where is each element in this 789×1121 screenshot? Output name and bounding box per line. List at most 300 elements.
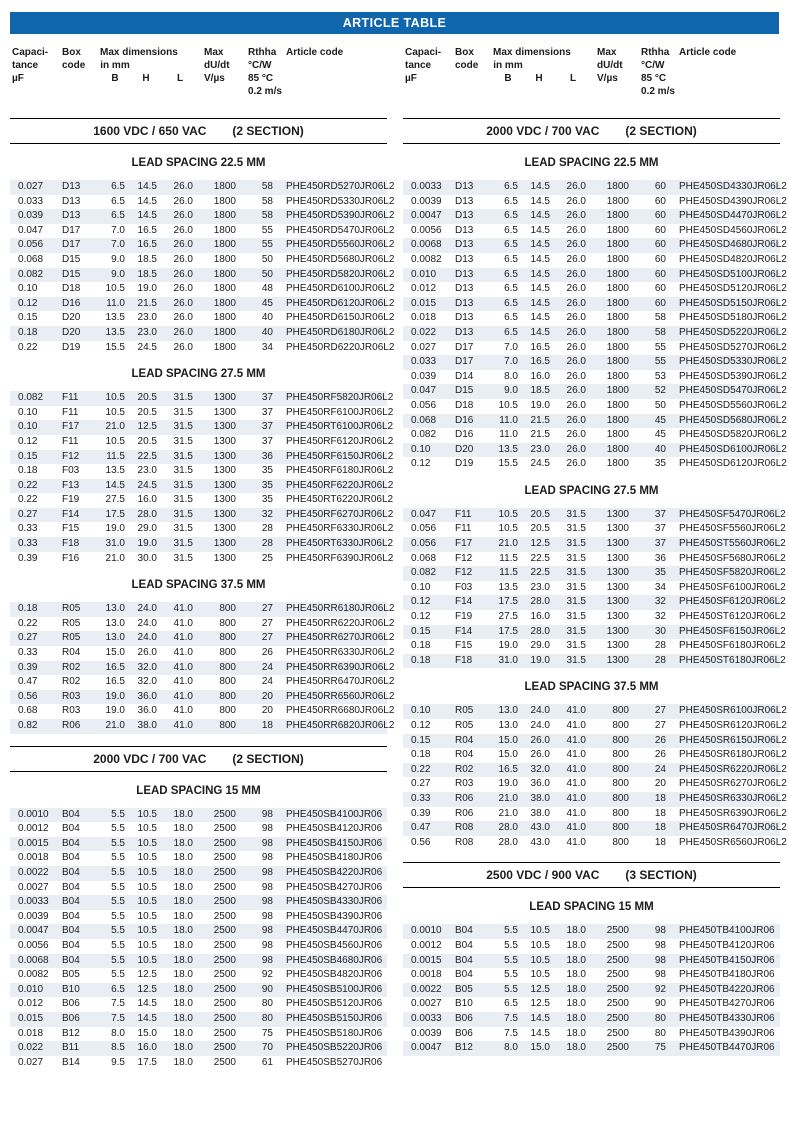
header-cell-rthha: 85 °C [248, 73, 274, 84]
header-line [10, 59, 387, 72]
header-cell-dim-b: in mm [493, 60, 523, 71]
table-row [10, 910, 387, 925]
article-code: PHE450SB5150JR06 [286, 1012, 383, 1024]
dim-l: 26.0 [566, 210, 586, 222]
dim-h: 10.5 [530, 925, 550, 937]
article-code: PHE450SB5270JR06 [286, 1056, 383, 1068]
capacitance: 0.0015 [411, 954, 442, 966]
rthha: 25 [261, 552, 273, 564]
dim-l: 18.0 [173, 881, 193, 893]
dim-b: 6.5 [504, 297, 518, 309]
header-cell-article-code [669, 72, 780, 85]
rthha: 80 [654, 1027, 666, 1039]
dim-h: 23.0 [137, 465, 157, 477]
capacitance: 0.12 [18, 297, 38, 309]
rthha: 80 [654, 1012, 666, 1024]
rthha: 53 [654, 370, 666, 382]
dim-h: 10.5 [137, 808, 157, 820]
table-row [10, 326, 395, 341]
article-code: PHE450SD5330JR06L2 [679, 356, 787, 368]
rthha: 60 [654, 181, 666, 192]
header-cell-article-code [276, 85, 387, 98]
dim-h: 16.5 [137, 239, 157, 251]
dim-h: 14.5 [530, 239, 550, 251]
max-dudt: 800 [219, 690, 236, 702]
dim-b: 5.5 [111, 910, 125, 922]
capacitance: 0.056 [411, 538, 437, 550]
capacitance: 0.018 [411, 312, 437, 324]
article-code: PHE450SD5270JR06L2 [679, 341, 787, 353]
header-cell-max-dudt [198, 85, 246, 98]
rthha: 35 [261, 479, 273, 491]
dim-l: 31.5 [173, 508, 193, 520]
header-cell-box-code [60, 72, 100, 85]
header-cell-dim-h [523, 46, 555, 59]
rthha: 37 [261, 421, 273, 433]
dim-b: 15.5 [498, 458, 518, 470]
capacitance: 0.0027 [18, 881, 49, 893]
header-cell-dim-b [493, 85, 523, 98]
header-cell-article-code: Article code [286, 47, 344, 58]
rthha: 26 [654, 749, 666, 761]
article-code: PHE450TB4330JR06 [679, 1012, 775, 1024]
voltage-label: 2000 VDC / 700 VAC [486, 124, 600, 138]
capacitance: 0.0068 [411, 239, 442, 251]
rthha: 27 [261, 603, 273, 615]
capacitance: 0.33 [411, 792, 431, 804]
table-body [10, 808, 387, 1071]
box-code: D17 [62, 239, 81, 251]
article-code: PHE450RD6220JR06L2 [286, 341, 395, 353]
box-code: D13 [455, 297, 474, 309]
article-code: PHE450SD4820JR06L2 [679, 253, 787, 265]
capacitance: 0.022 [18, 1042, 44, 1054]
dim-l: 26.0 [173, 253, 193, 265]
dim-b: 21.0 [105, 552, 125, 564]
article-code: PHE450SB4270JR06 [286, 881, 383, 893]
rthha: 18 [654, 836, 666, 848]
max-dudt: 1800 [213, 195, 236, 207]
max-dudt: 800 [612, 836, 629, 848]
rthha: 18 [654, 807, 666, 819]
box-code: D15 [62, 253, 81, 265]
capacitance: 0.056 [18, 239, 44, 251]
article-code: PHE450SD4390JR06L2 [679, 195, 787, 207]
article-code: PHE450SF6180JR06L2 [679, 640, 786, 652]
table-row [403, 939, 780, 954]
rthha: 58 [654, 326, 666, 338]
dim-l: 18.0 [173, 998, 193, 1010]
page-title: ARTICLE TABLE [10, 12, 779, 34]
table-row [403, 297, 787, 312]
article-code: PHE450TB4220JR06 [679, 983, 775, 995]
dim-l: 26.0 [566, 414, 586, 426]
rthha: 35 [654, 458, 666, 470]
dim-h: 30.0 [137, 552, 157, 564]
box-code: F11 [62, 406, 79, 418]
max-dudt: 800 [612, 734, 629, 746]
capacitance: 0.0033 [411, 1012, 442, 1024]
box-code: F03 [455, 581, 473, 593]
dim-h: 26.0 [137, 647, 157, 659]
dim-l: 18.0 [173, 1042, 193, 1054]
dim-h: 10.5 [137, 896, 157, 908]
header-line [10, 72, 387, 85]
dim-h: 10.5 [137, 939, 157, 951]
dim-h: 14.5 [137, 195, 157, 207]
dim-l: 18.0 [566, 1012, 586, 1024]
rthha: 58 [261, 210, 273, 222]
table-row [10, 450, 394, 465]
capacitance: 0.56 [18, 690, 38, 702]
capacitance: 0.12 [411, 458, 431, 470]
header-cell-rthha: 0.2 m/s [641, 86, 675, 97]
dim-b: 16.5 [105, 661, 125, 673]
max-dudt: 2500 [606, 969, 629, 981]
capacitance: 0.22 [411, 763, 431, 775]
max-dudt: 800 [219, 632, 236, 644]
capacitance: 0.10 [18, 421, 38, 433]
article-code: PHE450RD5820JR06L2 [286, 268, 395, 280]
box-code: D17 [62, 224, 81, 236]
dim-b: 21.0 [498, 792, 518, 804]
article-code: PHE450RD6180JR06L2 [286, 326, 395, 338]
rthha: 20 [261, 705, 273, 717]
dim-l: 31.5 [566, 552, 586, 564]
table-row [403, 807, 787, 822]
box-code: R05 [455, 720, 474, 731]
max-dudt: 800 [612, 705, 629, 717]
box-code: F16 [62, 552, 80, 564]
dim-b: 13.5 [105, 326, 125, 338]
max-dudt: 1800 [606, 195, 629, 207]
voltage-section-header [10, 118, 387, 144]
rthha: 40 [654, 443, 666, 455]
header-cell-max-dudt: V/µs [204, 73, 225, 84]
dim-b: 11.0 [106, 297, 125, 309]
dim-b: 21.0 [105, 720, 125, 731]
table-row [10, 406, 394, 421]
header-cell-article-code: Article code [679, 47, 737, 58]
header-cell-box-code: Box [62, 47, 81, 58]
capacitance: 0.0027 [411, 998, 442, 1010]
article-code: PHE450SF5470JR06L2 [679, 508, 786, 520]
header-cell-dim-l [162, 46, 198, 59]
lead-spacing-heading: LEAD SPACING 37.5 MM [131, 579, 266, 592]
dim-l: 41.0 [566, 778, 586, 790]
capacitance: 0.47 [411, 822, 431, 834]
capacitance: 0.27 [18, 508, 38, 520]
dim-h: 29.0 [137, 523, 157, 535]
box-code: B06 [455, 1027, 473, 1039]
dim-b: 6.5 [504, 181, 518, 192]
table-row [10, 661, 395, 676]
capacitance: 0.33 [18, 647, 38, 659]
rthha: 40 [261, 312, 273, 324]
dim-h: 24.5 [137, 341, 157, 353]
dim-b: 13.5 [498, 581, 518, 593]
header-cell-dim-b: Max dimensions [493, 47, 571, 58]
lead-spacing-heading: LEAD SPACING 27.5 MM [524, 484, 659, 497]
dim-h: 12.5 [137, 421, 157, 433]
capacitance: 0.15 [411, 734, 431, 746]
capacitance: 0.27 [411, 778, 431, 790]
capacitance: 0.18 [411, 640, 431, 652]
dim-h: 16.0 [530, 611, 550, 623]
dim-h: 22.5 [137, 450, 157, 462]
article-code: PHE450SF6150JR06L2 [679, 625, 786, 637]
dim-l: 26.0 [566, 326, 586, 338]
header-cell-article-code [276, 59, 387, 72]
rthha: 60 [654, 283, 666, 295]
table-row [403, 552, 786, 567]
dim-h: 10.5 [137, 852, 157, 864]
max-dudt: 1300 [606, 523, 629, 535]
table-row [403, 610, 786, 625]
article-code: PHE450SB4100JR06 [286, 808, 383, 820]
column-headers [403, 46, 780, 106]
box-code: D15 [62, 268, 81, 280]
box-code: R05 [62, 632, 81, 644]
article-code: PHE450SR6330JR06L2 [679, 792, 787, 804]
dim-h: 32.0 [530, 763, 550, 775]
article-code: PHE450SB4820JR06 [286, 969, 383, 981]
max-dudt: 1800 [606, 297, 629, 309]
rthha: 52 [654, 385, 666, 397]
max-dudt: 800 [612, 778, 629, 790]
max-dudt: 1800 [606, 283, 629, 295]
table-row [10, 268, 395, 283]
box-code: R04 [62, 647, 81, 659]
header-cell-rthha: Rthha [641, 47, 670, 58]
dim-l: 41.0 [566, 807, 586, 819]
dim-l: 18.0 [173, 808, 193, 820]
max-dudt: 2500 [213, 998, 236, 1010]
table-row [403, 639, 786, 654]
rthha: 37 [654, 523, 666, 535]
capacitance: 0.27 [18, 632, 38, 644]
dim-b: 13.0 [105, 603, 125, 615]
dim-l: 18.0 [173, 896, 193, 908]
box-code: F17 [62, 421, 80, 433]
dim-l: 26.0 [173, 239, 193, 251]
table-row [10, 631, 395, 646]
dim-b: 10.5 [498, 399, 518, 411]
article-code: PHE450SR6270JR06L2 [679, 778, 787, 790]
dim-h: 32.0 [137, 661, 157, 673]
article-code: PHE450SR6470JR06L2 [679, 822, 787, 834]
max-dudt: 1800 [213, 181, 236, 192]
dim-h: 19.0 [530, 399, 550, 411]
capacitance: 0.012 [18, 998, 44, 1010]
dim-l: 26.0 [566, 458, 586, 470]
right-column [403, 46, 787, 1070]
dim-b: 11.5 [106, 450, 125, 462]
rthha: 28 [654, 640, 666, 652]
table-row [10, 675, 395, 690]
article-code: PHE450TB4150JR06 [679, 954, 775, 966]
rthha: 98 [654, 954, 666, 966]
dim-b: 10.5 [498, 523, 518, 535]
rthha: 70 [261, 1042, 273, 1054]
dim-b: 7.0 [504, 341, 518, 353]
capacitance: 0.0039 [411, 1027, 442, 1039]
table-row [403, 311, 787, 326]
max-dudt: 800 [612, 763, 629, 775]
max-dudt: 1800 [606, 210, 629, 222]
dim-l: 26.0 [566, 239, 586, 251]
box-code: B04 [62, 954, 80, 966]
dim-b: 5.5 [111, 969, 125, 981]
article-code: PHE450RF6330JR06L2 [286, 523, 394, 535]
dim-h: 10.5 [530, 954, 550, 966]
table-row [10, 954, 387, 969]
max-dudt: 1800 [606, 385, 629, 397]
box-code: F18 [62, 538, 80, 550]
table-row [10, 1027, 387, 1042]
box-code: D13 [62, 181, 81, 192]
table-row [403, 625, 786, 640]
capacitance: 0.0047 [411, 1042, 442, 1054]
max-dudt: 800 [219, 705, 236, 717]
dim-h: 10.5 [137, 823, 157, 835]
table-row [10, 311, 395, 326]
header-cell-box-code: code [62, 60, 86, 71]
dim-l: 18.0 [566, 1042, 586, 1054]
rthha: 80 [261, 1012, 273, 1024]
box-code: D17 [455, 341, 474, 353]
dim-b: 5.5 [504, 983, 518, 995]
box-code: B05 [62, 969, 80, 981]
dim-h: 21.5 [530, 414, 550, 426]
dim-h: 14.5 [530, 210, 550, 222]
article-code: PHE450RT6100JR06L2 [286, 421, 394, 433]
rthha: 98 [261, 881, 273, 893]
voltage-section-header [403, 862, 780, 888]
dim-l: 26.0 [173, 326, 193, 338]
dim-h: 18.5 [530, 385, 550, 397]
rthha: 50 [261, 253, 273, 265]
table-row [10, 924, 387, 939]
column-headers [10, 46, 387, 106]
dim-h: 22.5 [530, 567, 550, 579]
dim-b: 5.5 [111, 881, 125, 893]
capacitance: 0.015 [411, 297, 437, 309]
dim-l: 18.0 [566, 1027, 586, 1039]
dim-h: 20.5 [530, 523, 550, 535]
box-code: B04 [62, 808, 80, 820]
header-cell-dim-b: in mm [100, 60, 130, 71]
table-row [403, 180, 787, 195]
lead-spacing-heading: LEAD SPACING 27.5 MM [131, 368, 266, 381]
dim-l: 26.0 [173, 181, 193, 192]
article-code: PHE450SB5120JR06 [286, 998, 383, 1010]
table-row [403, 428, 787, 443]
article-code: PHE450RF6120JR06L2 [286, 435, 394, 447]
box-code: R02 [62, 676, 81, 688]
table-row [403, 734, 787, 749]
max-dudt: 2500 [213, 1056, 236, 1068]
rthha: 98 [261, 896, 273, 908]
dim-b: 16.5 [105, 676, 125, 688]
dim-l: 31.5 [566, 654, 586, 666]
lead-spacing-heading: LEAD SPACING 15 MM [136, 784, 261, 797]
box-code: D16 [62, 297, 81, 309]
dim-h: 10.5 [137, 925, 157, 937]
dim-b: 19.0 [105, 523, 125, 535]
rthha: 28 [261, 523, 273, 535]
rthha: 48 [261, 283, 273, 295]
capacitance: 0.0047 [18, 925, 49, 937]
table-row [10, 508, 394, 523]
capacitance: 0.033 [411, 356, 437, 368]
dim-l: 18.0 [173, 910, 193, 922]
header-cell-dim-b: B [504, 73, 512, 84]
dim-h: 14.5 [137, 1012, 157, 1024]
header-cell-max-dudt [591, 85, 639, 98]
box-code: B04 [62, 866, 80, 878]
max-dudt: 2500 [213, 954, 236, 966]
dim-h: 16.5 [530, 341, 550, 353]
header-cell-max-dudt: V/µs [597, 73, 618, 84]
dim-l: 31.5 [566, 581, 586, 593]
max-dudt: 1300 [606, 625, 629, 637]
rthha: 24 [261, 661, 273, 673]
box-code: F13 [62, 479, 80, 491]
article-code: PHE450RF6100JR06L2 [286, 406, 394, 418]
capacitance: 0.010 [411, 268, 437, 280]
table-row [403, 282, 787, 297]
box-code: B14 [62, 1056, 80, 1068]
article-code: PHE450RD6100JR06L2 [286, 283, 395, 295]
max-dudt: 2500 [213, 823, 236, 835]
header-cell-box-code [453, 85, 493, 98]
capacitance: 0.027 [18, 1056, 44, 1068]
article-code: PHE450RF6180JR06L2 [286, 465, 394, 477]
box-code: B04 [455, 939, 473, 951]
box-code: D19 [62, 341, 81, 353]
box-code: R03 [62, 705, 81, 717]
article-code: PHE450RF6220JR06L2 [286, 479, 394, 491]
dim-h: 14.5 [137, 210, 157, 222]
max-dudt: 1300 [606, 567, 629, 579]
dim-h: 23.0 [530, 443, 550, 455]
box-code: F11 [455, 508, 472, 520]
dim-h: 43.0 [530, 836, 550, 848]
table-row [10, 282, 395, 297]
box-code: B10 [455, 998, 473, 1010]
dim-l: 26.0 [566, 385, 586, 397]
max-dudt: 2500 [606, 1012, 629, 1024]
box-code: B04 [455, 925, 473, 937]
capacitance: 0.047 [411, 508, 437, 520]
table-row [10, 479, 394, 494]
dim-b: 7.5 [504, 1027, 518, 1039]
dim-h: 16.0 [530, 370, 550, 382]
table-row [10, 464, 394, 479]
capacitance: 0.047 [18, 224, 44, 236]
dim-l: 26.0 [566, 224, 586, 236]
max-dudt: 2500 [213, 837, 236, 849]
dim-b: 19.0 [498, 640, 518, 652]
table-row [403, 983, 780, 998]
article-code: PHE450SB5100JR06 [286, 983, 383, 995]
rthha: 58 [654, 312, 666, 324]
dim-l: 41.0 [173, 617, 193, 629]
lead-spacing-heading: LEAD SPACING 37.5 MM [524, 681, 659, 694]
capacitance: 0.39 [18, 552, 38, 564]
table-row [403, 997, 780, 1012]
